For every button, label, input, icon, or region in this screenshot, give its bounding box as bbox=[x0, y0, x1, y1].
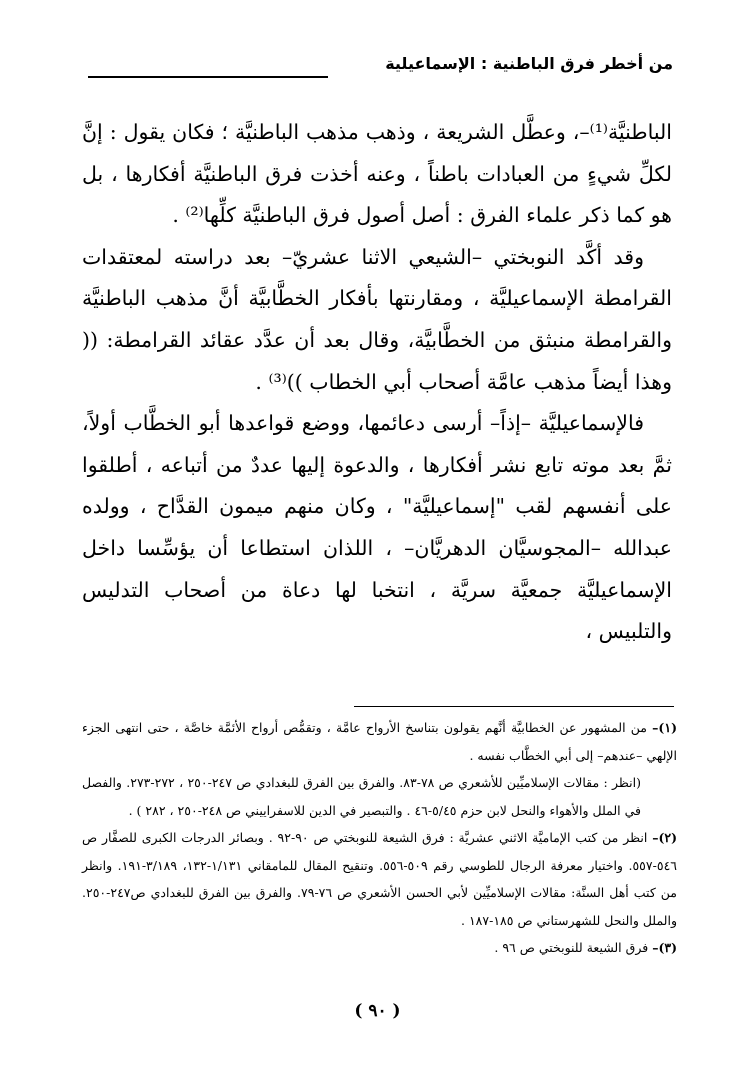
footnote-1-references: (انظر : مقالات الإسلاميِّين للأشعري ص ٧٨-٨٣. والفرق بين الفرق للبغدادي ص ٢٤٧-٢٥٠ ، ٢٧٢-٢٧٣. والفصل في الملل والأهواء والنحل لابن حزم ٥/٤٥-٤٦ . والتبصير في الدين للاسفراييني ص ٢٤٨-٢٥٠ ، ٢٨٢ ) . bbox=[82, 775, 641, 818]
footnote-separator bbox=[354, 706, 674, 707]
paragraph-2: وقد أكَّد النوبختي –الشيعي الاثنا عشريّ– بعد دراسته لمعتقدات القرامطة الإسماعيليَّة ، ومقارنتها بأفكار الخطَّابيَّة أنَّ مذهب الباطنيَّة والقرامطة منبثق من الخطَّابيَّة، وقال بعد أن عدَّد عقائد القرامطة: (( وهذا أيضاً مذهب عامَّة أصحاب أبي الخطاب ))⁽³⁾ . bbox=[82, 244, 672, 394]
running-header-title: من أخطر فرق الباطنية : الإسماعيلية bbox=[385, 54, 673, 73]
footnote-text: من المشهور عن الخطابيَّة أنَّهم يقولون بتناسخ الأرواح عامَّة ، وتقمُّص أرواح الأئمَّة خاصَّة ، حتى انتهى الجزء الإلهي –عندهم– إلى أبي الخطَّاب نفسه . bbox=[82, 720, 677, 763]
header-rule bbox=[88, 76, 328, 78]
main-text bbox=[82, 112, 672, 653]
footnote-2 bbox=[82, 824, 677, 934]
page-number: ( ٩٠ ) bbox=[354, 1001, 401, 1021]
footnote-3 bbox=[82, 934, 677, 962]
footnote-marker: (١)– bbox=[652, 720, 677, 735]
footnote-1 bbox=[82, 714, 677, 769]
paragraph-1: الباطنيَّة⁽¹⁾–، وعطَّل الشريعة ، وذهب مذهب الباطنيَّة ؛ فكان يقول : إنَّ لكلِّ شيءٍ من العبادات باطناً ، وعنه أخذت فرق الباطنيَّة أفكارها ، بل هو كما ذكر علماء الفرق : أصل أصول فرق الباطنيَّة كلِّها⁽²⁾ . bbox=[82, 120, 672, 228]
footnote-text: فرق الشيعة للنوبختي ص ٩٦ . bbox=[494, 940, 649, 955]
footnote-text: انظر من كتب الإماميَّة الاثني عشريَّة : فرق الشيعة للنوبختي ص ٩٠-٩٢ . وبصائر الدرجات الكبرى للصفَّار ص ٥٤٦-٥٥٧. واختيار معرفة الرجال للطوسي رقم ٥٠٩-٥٥٦. وتنقيح المقال للمامقاني ١/١٣١-١٣٢، ٣/١٨٩-١٩١. وانظر من كتب أهل السنَّة: مقالات الإسلاميِّين لأبي الحسن الأشعري ص ٧٦-٧٩. والفرق بين الفرق للبغدادي ص٢٤٧-٢٥٠. والملل والنحل للشهرستاني ص ١٨٥-١٨٧ . bbox=[82, 830, 678, 928]
footnote-marker: (٣)– bbox=[652, 940, 677, 955]
paragraph-3: فالإسماعيليَّة –إذاً– أرسى دعائمها، ووضع قواعدها أبو الخطَّاب أولاً، ثمَّ بعد موته تابع نشر أفكارها ، والدعوة إليها عددٌ من أتباعه ، أطلقوا على أنفسهم لقب "إسماعيليَّة" ، وكان منهم ميمون القدَّاح ، وولده عبدالله –المجوسيَّان الدهريَّان– ، اللذان استطاعا أن يؤسِّسا داخل الإسماعيليَّة جمعيَّة سريَّة ، انتخبا لها دعاة من أصحاب التدليس والتلبيس ، bbox=[82, 411, 672, 644]
footnotes bbox=[82, 714, 677, 962]
footnote-marker: (٢)– bbox=[652, 830, 677, 845]
